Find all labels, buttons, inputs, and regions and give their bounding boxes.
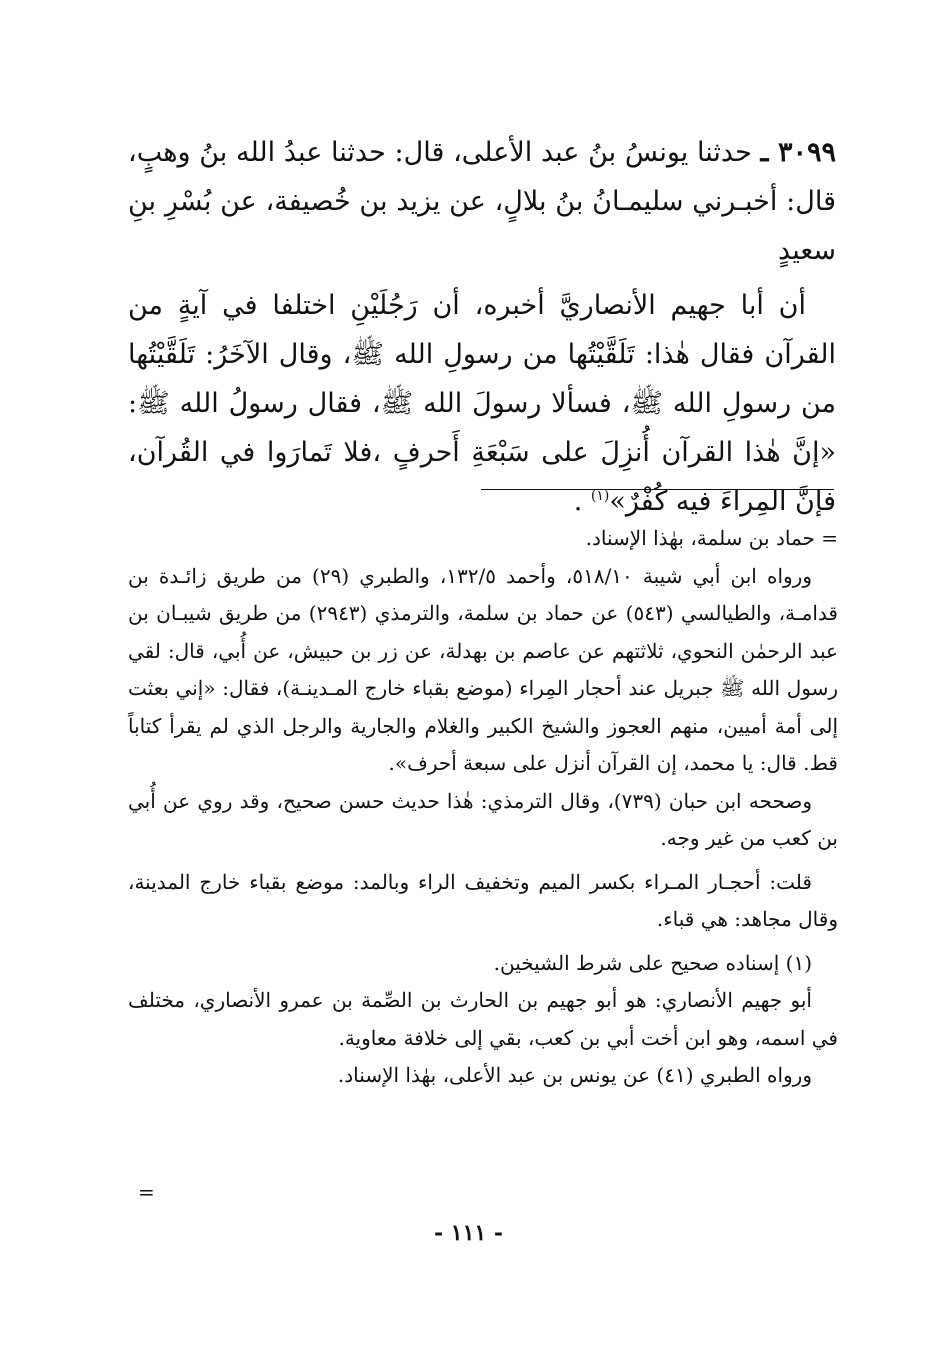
hadith-isnad [128,128,836,275]
hadith-number: ٣٠٩٩ ـ [760,137,836,168]
note-paragraph-2: وصححه ابن حبان (٧٣٩)، وقال الترمذي: هٰذا حديث حسن صحيح، وقد روي عن أُبي بن كعب من غير وجه. [128,788,838,850]
matn-text: أن أبا جهيم الأنصاريَّ أخبره، أن رَجُلَيْنِ اختلفا في آيةٍ من القرآن فقال هٰذا: تَلَقَّيْتُها من رسولِ الله ﷺ، وقال الآخَرُ: تَلَقَّيْتُها من رسولِ الله ﷺ، فسألا رسولَ الله ﷺ، فقال رسولُ الله ﷺ: «إنَّ هٰذا القرآن أُنزِلَ على سَبْعَةِ أَحرفٍ ،فلا تَمارَوا في القُرآن، فإنَّ المِراءَ فيه كُفْرٌ» [128,290,836,517]
end-mark: . [573,486,583,517]
note-paragraph-1: ورواه ابن أبي شيبة ٥١٨/١٠، وأحمد ١٣٢/٥، والطبري (٢٩) من طريق زائـدة بن قدامـة، والطيالسي (٥٤٣) عن حماد بن سلمة، والترمذي (٢٩٤٣) من طريق شيبـان بن عبد الرحمٰن النحوي، ثلاثتهم عن عاصم بن بهدلة، عن زر بن حبيش، عن أُبي، قال: لقي رسول الله ﷺ جبريل عند أحجار المِراء (موضع بقباء خارج المـدينـة)، فقال: «إني بعثت إلى أمة أميين، منهم العجوز والشيخ الكبير والغلام والجارية والرجل الذي لم يقرأ كتاباً قط. قال: يا محمد، إن القرآن أنزل على سبعة أحرف». [128,563,839,775]
isnad-text: حدثنا يونسُ بنُ عبد الأعلى، قال: حدثنا عبدُ الله بنُ وهبٍ، قال: أخبـرني سليمـانُ بنُ بلالٍ، عن يزيد بن خُصيفة، عن بُسْرِ بنِ سعيدٍ [128,137,836,266]
footnote-reference[interactable]: (١) [590,488,610,504]
hadith-block [128,128,836,526]
footnotes-block [128,520,838,1095]
continuation-mark: = [138,1180,155,1204]
page-number: - ١١١ - [433,1220,504,1246]
footnote-separator [481,489,834,490]
note-continuation: = حماد بن سلمة، بهٰذا الإسناد. [585,526,838,550]
note-paragraph-4: أبو جهيم الأنصاري: هو أبو جهيم بن الحارث بن الصِّمة بن عمرو الأنصاري، مختلف في اسمه، وهو ابن أخت أبي بن كعب، بقي إلى خلافة معاوية. [128,988,838,1050]
note-paragraph-5: ورواه الطبري (٤١) عن يونس بن عبد الأعلى، بهٰذا الإسناد. [337,1063,812,1087]
footnote-1: (١) إسناده صحيح على شرط الشيخين. [493,950,812,975]
note-paragraph-3: قلت: أحجـار المـراء بكسر الميم وتخفيف الراء وبالمد: موضع بقباء خارج المدينة، وقال مجاهد: هي قباء. [128,869,838,931]
